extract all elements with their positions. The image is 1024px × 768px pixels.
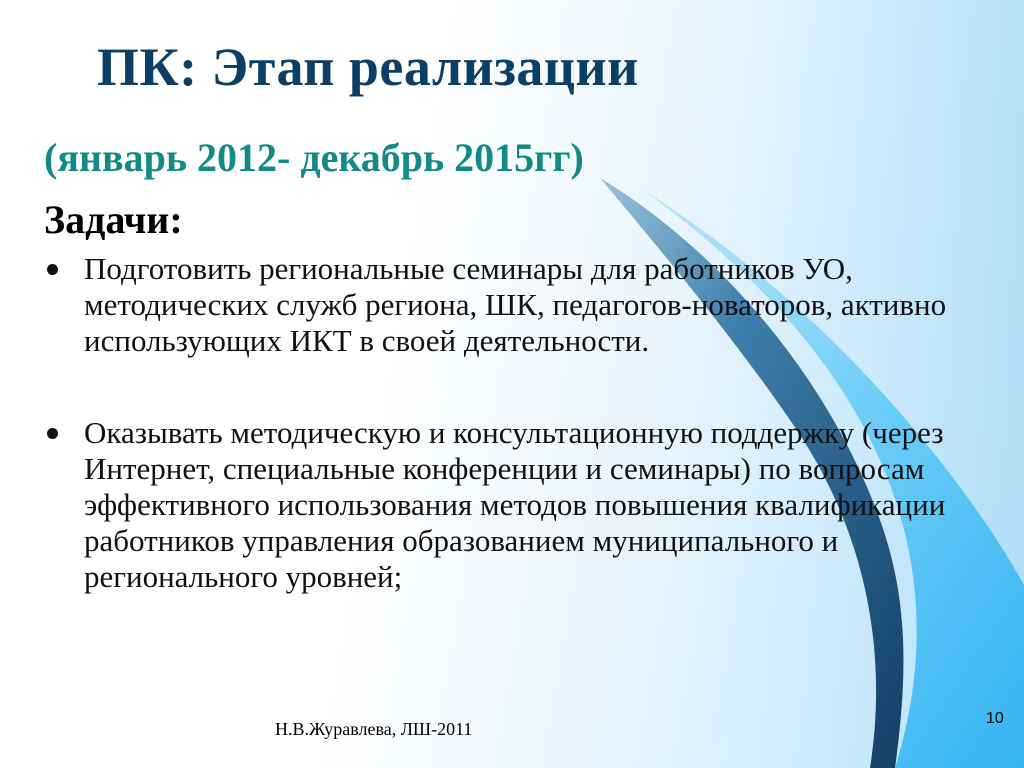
task-item [44, 251, 994, 359]
page-number: 10 [986, 710, 1004, 727]
footer-author: Н.В.Журавлева, ЛШ-2011 [275, 719, 473, 739]
bullet-icon [47, 264, 58, 275]
slide-title: ПК: Этап реализации [97, 37, 639, 97]
task-text: Подготовить региональные семинары для работников УО, методических служб региона, ШК, педагогов-новаторов, активно использующих ИКТ в своей деятельности. [84, 251, 947, 358]
tasks-list [44, 251, 994, 595]
task-text: Оказывать методическую и консультационную поддержку (через Интернет, специальные конференции и семинары) по вопросам эффективного использования методов повышения квалификации работников управления образованием муниципального и регионального уровней; [84, 415, 946, 594]
slide-subtitle-period: (январь 2012- декабрь 2015гг) [44, 135, 584, 180]
bullet-icon [47, 428, 58, 439]
tasks-heading: Задачи: [44, 197, 183, 242]
task-item [44, 415, 994, 595]
